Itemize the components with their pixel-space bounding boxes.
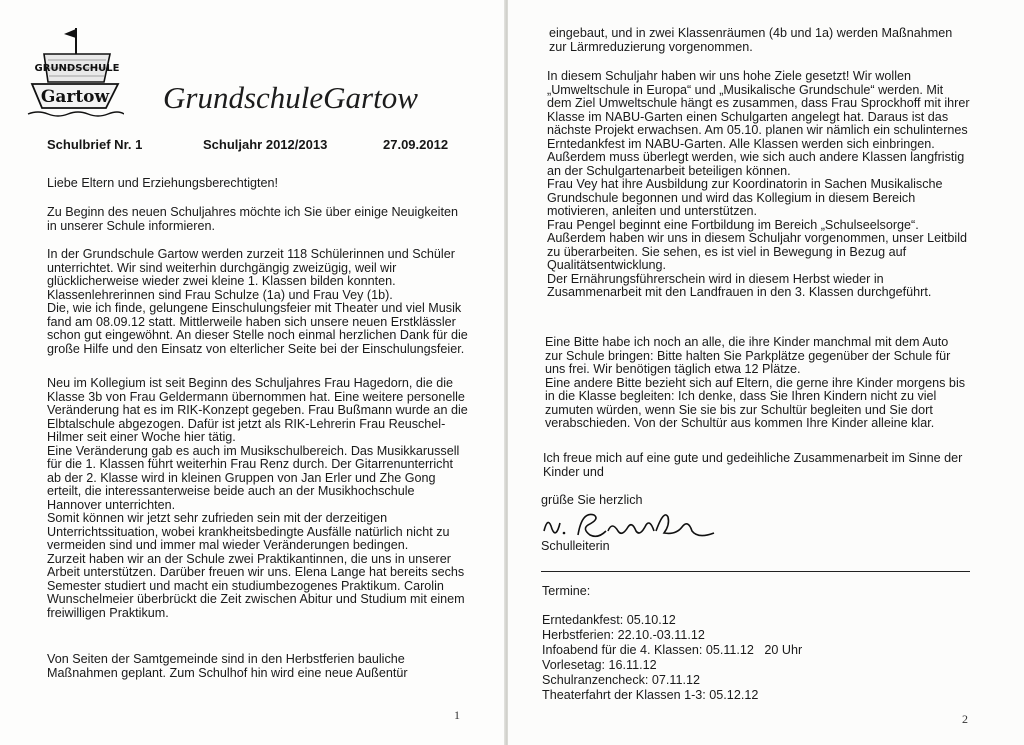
signature-role: Schulleiterin (541, 539, 610, 553)
logo-text-top: GRUNDSCHULE (34, 63, 120, 74)
termin-item: Vorlesetag: 16.11.12 (542, 658, 657, 672)
termin-item: Erntedankfest: 05.10.12 (542, 613, 676, 627)
paragraph-construction: Von Seiten der Samtgemeinde sind in den Herbstferien bauliche Maßnahmen geplant. Zum Schulhof hin wird eine neue Außentür (47, 652, 408, 680)
termine-heading: Termine: (542, 584, 591, 598)
termin-item: Theaterfahrt der Klassen 1-3: 05.12.12 (542, 688, 759, 702)
greeting: Liebe Eltern und Erziehungsberechtigten! (47, 176, 279, 190)
paragraph-construction-cont: eingebaut, und in zwei Klassenräumen (4b und 1a) werden Maßnahmen zur Lärmreduzierung vorgenommen. (549, 26, 953, 54)
termin-item: Schulranzencheck: 07.11.12 (542, 673, 700, 687)
divider-line (541, 571, 970, 572)
page-1 (0, 0, 506, 745)
closing-greeting: grüße Sie herzlich (541, 493, 643, 507)
paragraph-goals: In diesem Schuljahr haben wir uns hohe Ziele gesetzt! Wir wollen „Umweltschule in Europa“ und „Musikalische Grundschule“ werden. Mit dem Ziel Umweltschule hängt es zusammen, dass Frau Sprockhoff mit ihrer Klasse im NABU-Garten einen Schulgarten angelegt hat. Daraus ist das nächste Projekt erwachsen. Am 05.10. planen wir nämlich ein schulinternes Erntedankfest im NABU-Garten. Alle Klassen werden sich einbringen. Außerdem muss überlegt werden, wie sich auch andere Klassen langfristig an der Schulgartenarbeit beteiligen können. Frau Vey hat ihre Ausbildung zur Koordinatorin in Sachen Musikalische Grundschule begonnen und wird das Kollegium in diesem Bereich motivieren, anleiten und unterstützen. Frau Pengel beginnt eine Fortbildung im Bereich „Schulseelsorge“. Außerdem haben wir uns in diesem Schuljahr vorgenommen, unser Leitbild zu überarbeiten. Sie sehen, es ist viel in Bewegung in Bezug auf Qualitätsentwicklung. Der Ernährungsführerschein wird in diesem Herbst wieder in Zusammenarbeit mit den Landfrauen in den 3. Klassen durchgeführt. (547, 69, 970, 299)
termin-item: Infoabend für die 4. Klassen: 05.11.12 20 Uhr (542, 643, 803, 657)
school-title: GrundschuleGartow (163, 80, 418, 115)
paragraph-closing: Ich freue mich auf eine gute und gedeihliche Zusammenarbeit im Sinne der Kinder und (543, 451, 963, 479)
school-logo (24, 24, 124, 124)
ship-logo-icon (24, 24, 124, 124)
termin-item: Herbstferien: 22.10.-03.11.12 (542, 628, 705, 642)
paragraph-staff: Neu im Kollegium ist seit Beginn des Schuljahres Frau Hagedorn, die die Klasse 3b von Frau Geldermann übernommen hat. Eine weitere personelle Veränderung hat es im RIK-Konzept gegeben. Frau Bußmann wurde an die Elbtalschule abgezogen. Dafür ist jetzt als RIK-Lehrerin Frau Reuschel- Hilmer seit einer Woche hier tätig. Eine Veränderung gab es auch im Musikschulbereich. Das Musikkarussell für die 1. Klassen führt weiterhin Frau Renz durch. Der Gitarrenunterricht ab der 2. Klasse wird in kleinen Gruppen von Jan Erler und Zhe Gong erteilt, die interessanterweise beide auch an der Musikhochschule Hannover unterrichten. Somit können wir jetzt sehr zufrieden sein mit der derzeitigen Unterrichtssituation, wobei krankheitsbedingte Ausfälle natürlich nicht zu vermeiden sind und immer mal wieder Veränderungen bedingen. Zurzeit haben wir an der Schule zwei Praktikantinnen, die uns in unserer Arbeit unterstützen. Darüber freuen wir uns. Elena Lange hat bereits sechs Semester studiert und macht ein studiumbezogenes Praktikum. Carolin Wunschelmeier überbrückt die Zeit zwischen Abitur und Studium mit einem freiwilligen Praktikum. (47, 376, 468, 620)
paragraph-requests: Eine Bitte habe ich noch an alle, die ihre Kinder manchmal mit dem Auto zur Schule bringen: Bitte halten Sie Parkplätze gegenüber der Schule für uns frei. Wir benötigen täglich etwa 12 Plätze. Eine andere Bitte bezieht sich auf Eltern, die gerne ihre Kinder morgens bis in die Klasse begleiten: Ich denke, dass Sie Ihren Kindern nicht zu viel zumuten würden, wenn Sie sie bis zur Schultür begleiten und Sie dort verabschieden. Von der Schultür aus kommen Ihre Kinder alleine klar. (545, 335, 966, 430)
paragraph-students: In der Grundschule Gartow werden zurzeit 118 Schülerinnen und Schüler unterrichtet. Wir sind weiterhin durchgängig zweizügig, weil wir glücklicherweise wieder zwei kleine 1. Klassen bilden konnten. Klassenlehrerinnen sind Frau Schulze (1a) und Frau Vey (1b). Die, wie ich finde, gelungene Einschulungsfeier mit Theater und viel Musik fand am 08.09.12 statt. Mittlerweile haben sich unsere neuen Erstklässler schon gut eingewöhnt. An dieser Stelle noch einmal herzlichen Dank für die große Hilfe und den Einsatz von elterlicher Seite bei der Einschulungsfeier. (47, 247, 468, 356)
letter-number: Schulbrief Nr. 1 (47, 137, 143, 152)
intro-paragraph: Zu Beginn des neuen Schuljahres möchte ich Sie über einige Neuigkeiten in unserer Schule informieren. (47, 205, 458, 233)
school-year: Schuljahr 2012/2013 (203, 137, 328, 152)
letter-date: 27.09.2012 (383, 137, 449, 152)
page-number-2: 2 (962, 712, 968, 726)
page-number-1: 1 (454, 708, 460, 722)
logo-text-bottom: Gartow (40, 87, 110, 107)
